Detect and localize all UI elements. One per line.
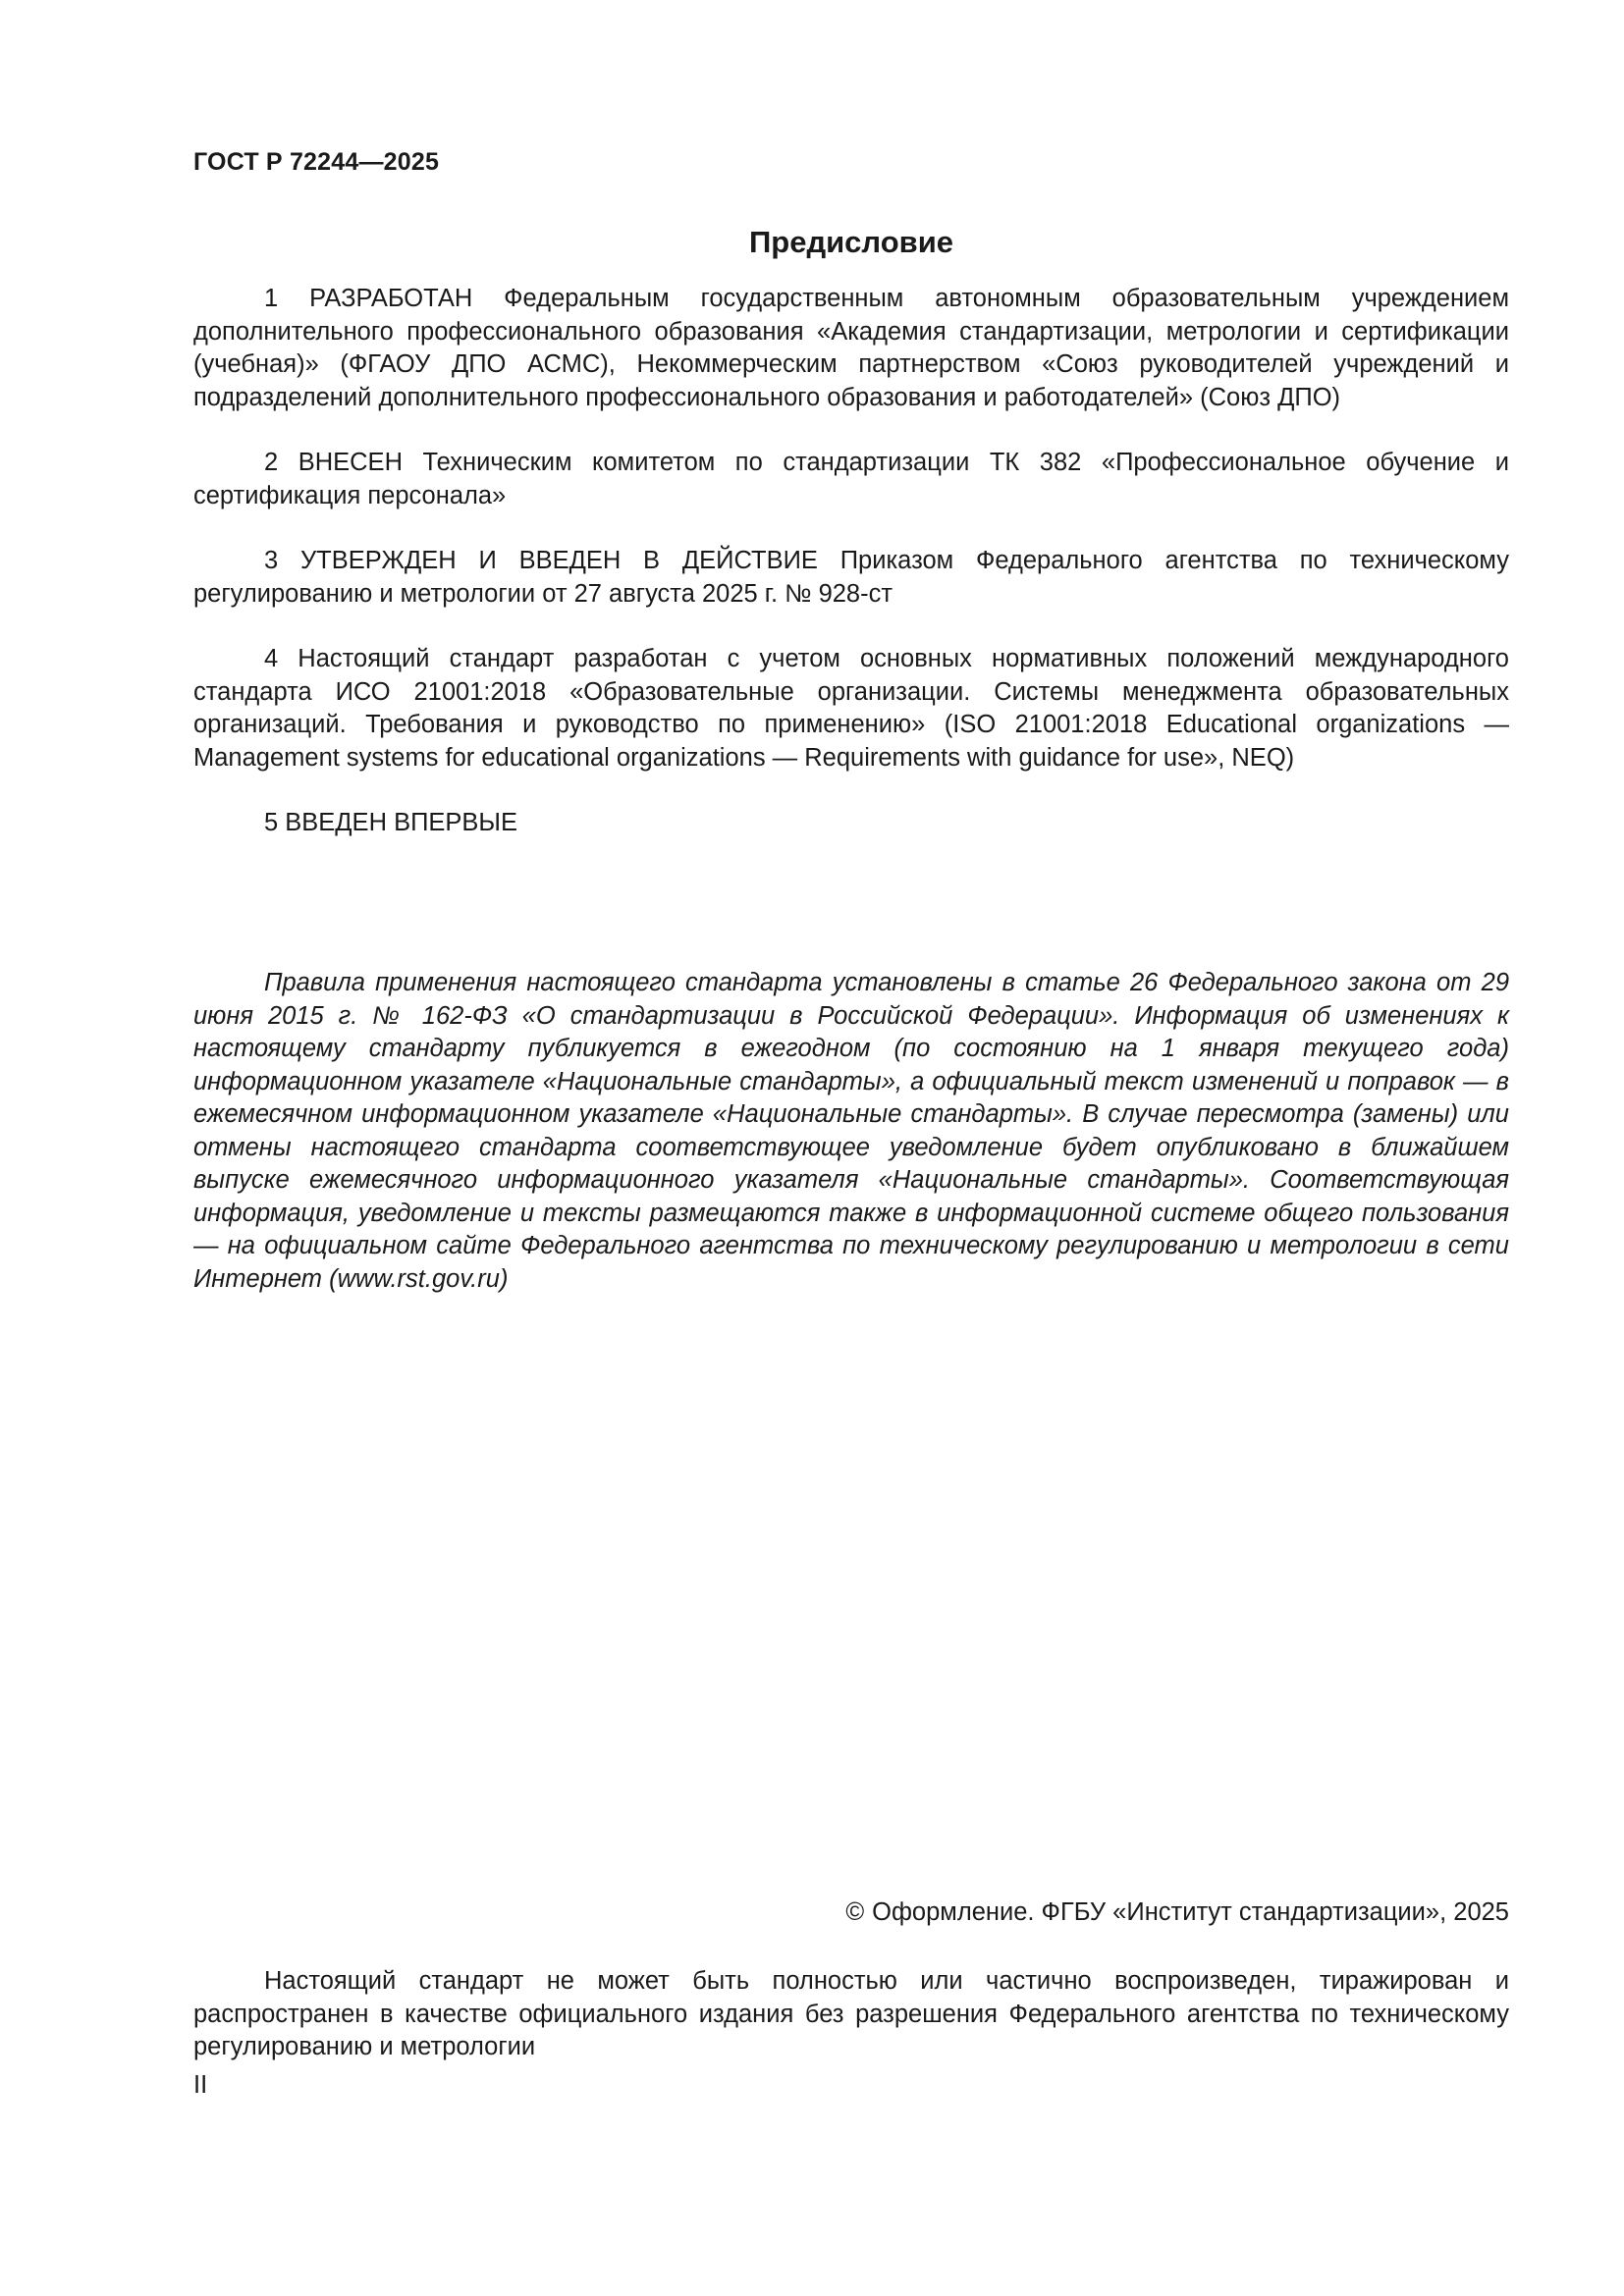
reproduction-rights-notice: Настоящий стандарт не может быть полностью или частично воспроизведен, тиражирован и распространен в качестве официального издания без разрешения Федерального агентства по техническому регулированию и метрологии (193, 1967, 1509, 2060)
paragraph-developed-by: 1 РАЗРАБОТАН Федеральным государственным автономным образовательным учреждением дополнительного профессионального образования «Академия стандартизации, метрологии и сертификации (учебная)» (ФГАОУ ДПО АСМС), Некоммерческим партнерством «Союз руководителей учреждений и подразделений дополнительного профессионального образования и работодателей» (Союз ДПО) (193, 285, 1509, 411)
application-rules-notice: Правила применения настоящего стандарта установлены в статье 26 Федерального закона от 29 июня 2015 г. № 162-ФЗ «О стандартизации в Российской Федерации». Информация об изменениях к настоящему стандарту публикуется в ежегодном (по состоянию на 1 января текущего года) информационном указателе «Национальные стандарты», а официальный текст изменений и поправок — в ежемесячном информационном указателе «Национальные стандарты». В случае пересмотра (замены) или отмены настоящего стандарта соответствующее уведомление будет опубликовано в ближайшем выпуске ежемесячного информационного указателя «Национальные стандарты». Соответствующая информация, уведомление и тексты размещаются также в информационной системе общего пользования — на официальном сайте Федерального агентства по техническому регулированию и метрологии в сети Интернет (www.rst.gov.ru) (193, 969, 1509, 1293)
copyright-icon: © (845, 1898, 865, 1926)
foreword-body (193, 283, 1509, 873)
paragraph-introduced-by: 2 ВНЕСЕН Техническим комитетом по стандартизации ТК 382 «Профессиональное обучение и сертификация персонала» (193, 449, 1509, 509)
paragraph-approved: 3 УТВЕРЖДЕН И ВВЕДЕН В ДЕЙСТВИЕ Приказом Федерального агентства по техническому регулированию и метрологии от 27 августа 2025 г. № 928-ст (193, 547, 1509, 608)
copyright-text: Оформление. ФГБУ «Институт стандартизации», 2025 (872, 1898, 1509, 1926)
paragraph-based-on-iso: 4 Настоящий стандарт разработан с учетом основных нормативных положений международного стандарта ИСО 21001:2018 «Образовательные организации. Системы менеджмента образовательных организаций. Требования и руководство по применению» (ISO 21001:2018 Educational organizations — Management systems for educational organizations — Requirements with guidance for use», NEQ) (193, 645, 1509, 772)
page-number: II (193, 2071, 208, 2099)
paragraph-first-introduced: 5 ВВЕДЕН ВПЕРВЫЕ (264, 809, 518, 836)
page-title: Предисловие (748, 225, 953, 259)
copyright-line (845, 1898, 1509, 1927)
document-code: ГОСТ Р 72244—2025 (193, 148, 440, 176)
